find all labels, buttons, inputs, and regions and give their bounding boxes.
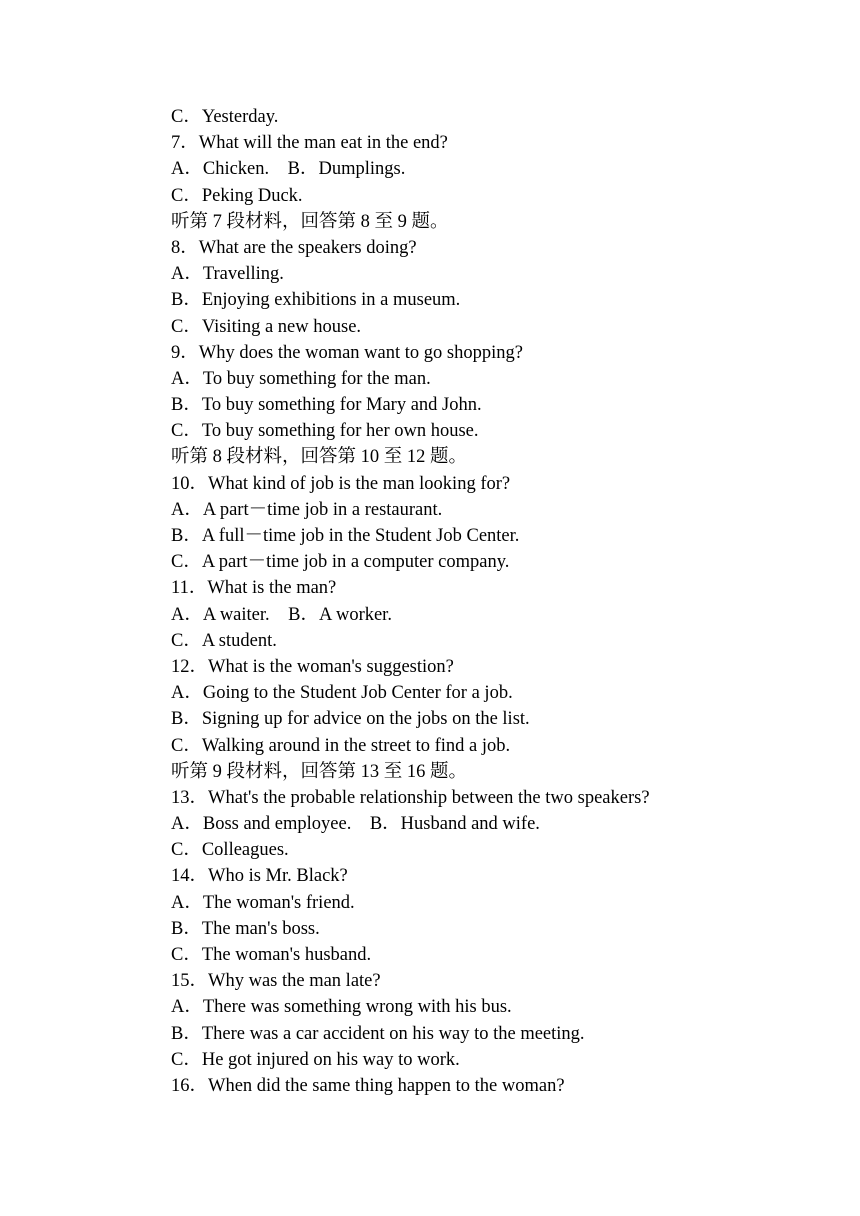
question-line: 7．What will the man eat in the end? — [171, 133, 448, 154]
option-line: A．Travelling. — [171, 264, 284, 285]
question-line: 15．Why was the man late? — [171, 971, 381, 992]
question-line: 13．What's the probable relationship between the two speakers? — [171, 787, 650, 808]
option-line: B．There was a car accident on his way to the meeting. — [171, 1023, 585, 1044]
option-line: C．Visiting a new house. — [171, 316, 362, 337]
option-line: A．Chicken. B．Dumplings. — [171, 159, 406, 180]
option-line: C．Yesterday. — [171, 107, 279, 127]
option-line: C．A part－time job in a computer company. — [171, 552, 510, 573]
option-line: A．To buy something for the man. — [171, 368, 431, 389]
section-instruction: 听第 7 段材料，回答第 8 至 9 题。 — [171, 211, 449, 232]
section-instruction: 听第 8 段材料，回答第 10 至 12 题。 — [171, 447, 468, 468]
option-line: C．To buy something for her own house. — [171, 421, 479, 442]
option-line: A．There was something wrong with his bus. — [171, 997, 512, 1018]
option-line: A．The woman's friend. — [171, 892, 355, 913]
question-line: 12．What is the woman's suggestion? — [171, 656, 454, 677]
option-line: A．Going to the Student Job Center for a job. — [171, 683, 513, 704]
option-line: C．Peking Duck. — [171, 185, 303, 206]
option-line: C．Walking around in the street to find a job. — [171, 735, 511, 756]
option-line: C．He got injured on his way to work. — [171, 1049, 460, 1070]
question-line: 8．What are the speakers doing? — [171, 237, 417, 258]
option-line: C．A student. — [171, 630, 277, 651]
question-line: 14．Who is Mr. Black? — [171, 866, 348, 887]
question-line: 11．What is the man? — [171, 578, 337, 599]
option-line: C．Colleagues. — [171, 840, 289, 861]
question-line: 9．Why does the woman want to go shopping? — [171, 342, 523, 363]
option-line: C．The woman's husband. — [171, 945, 372, 965]
section-instruction: 听第 9 段材料，回答第 13 至 16 题。 — [171, 761, 468, 782]
question-line: 16．When did the same thing happen to the woman? — [171, 1075, 565, 1096]
option-line: B．Signing up for advice on the jobs on the list. — [171, 709, 530, 730]
question-line: 10．What kind of job is the man looking for? — [171, 473, 511, 494]
option-line: A．Boss and employee. B．Husband and wife. — [171, 814, 540, 835]
document-page — [171, 104, 791, 1099]
option-line: A．A waiter. B．A worker. — [171, 604, 392, 625]
option-line: B．Enjoying exhibitions in a museum. — [171, 290, 461, 311]
option-line: B．A full－time job in the Student Job Center. — [171, 526, 520, 546]
option-line: B．The man's boss. — [171, 918, 320, 939]
option-line: A．A part－time job in a restaurant. — [171, 499, 443, 520]
option-line: B．To buy something for Mary and John. — [171, 395, 482, 416]
